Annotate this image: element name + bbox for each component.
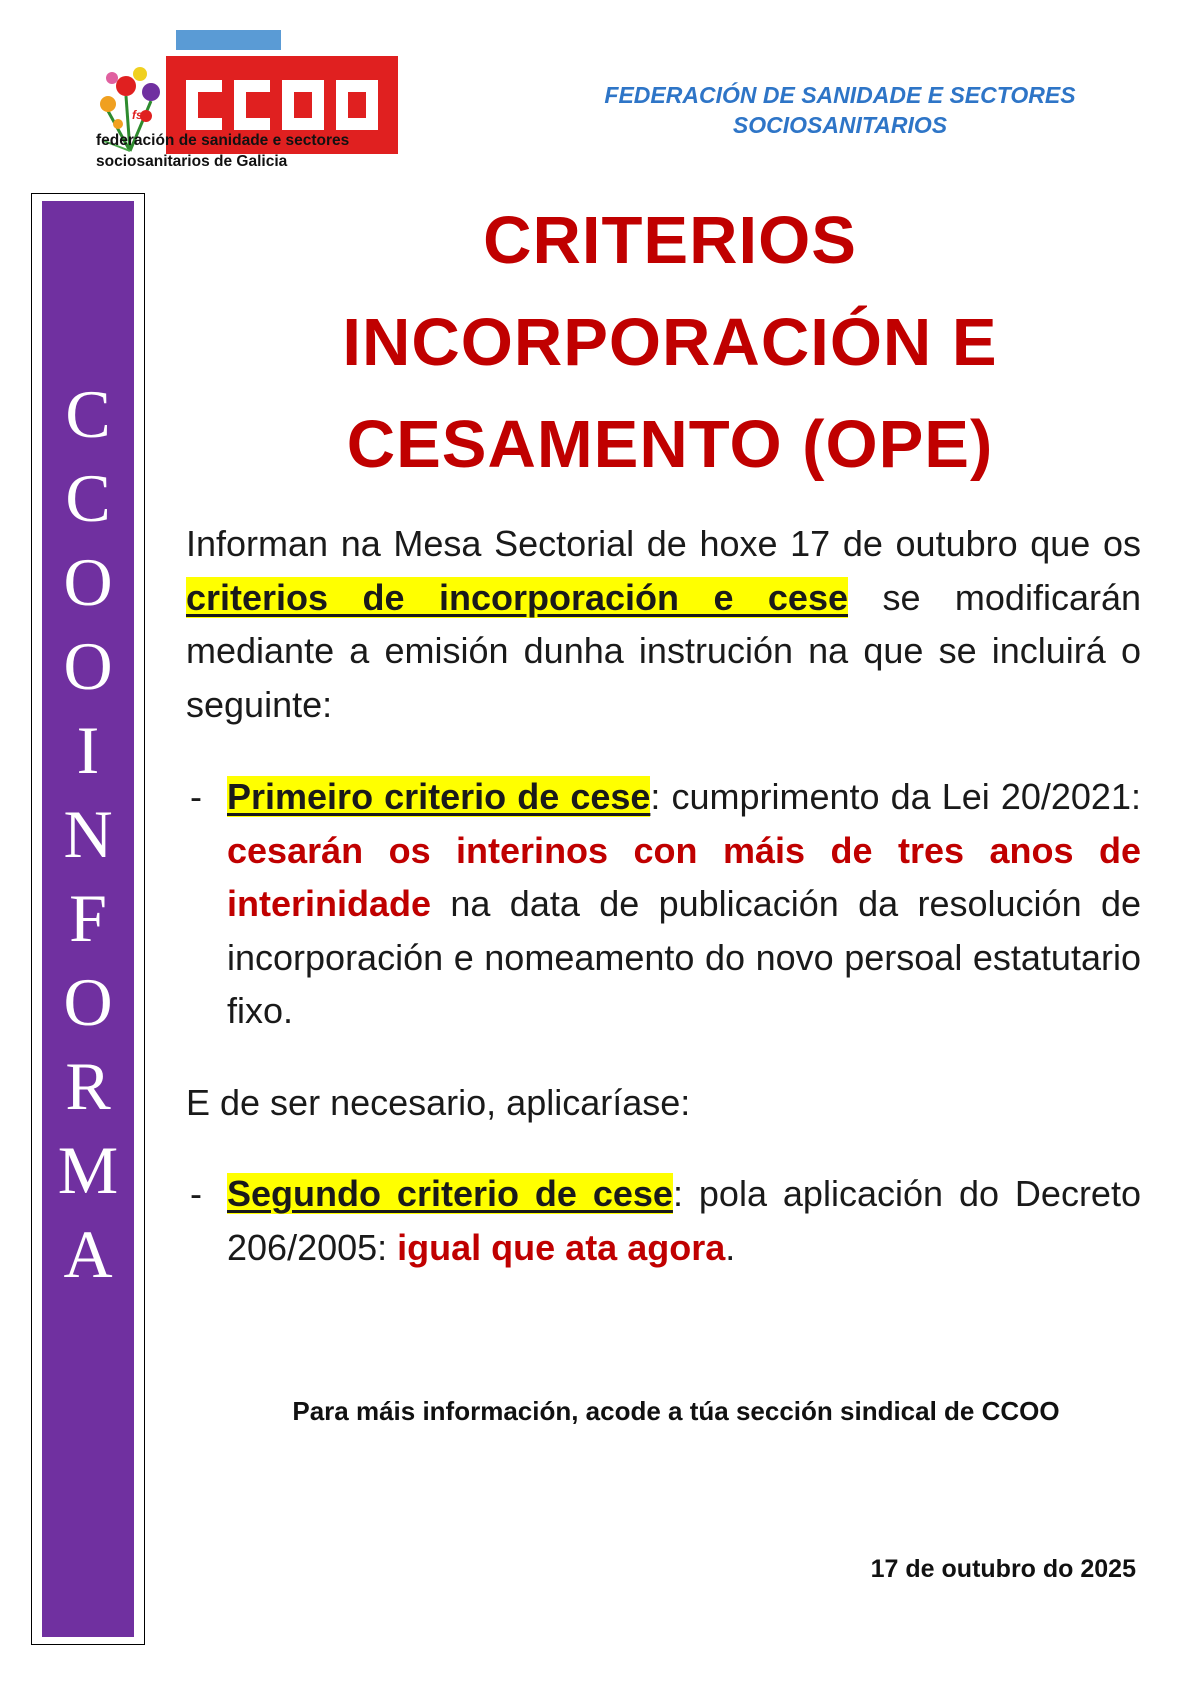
- side-letter: O: [63, 964, 113, 1040]
- second-intro-paragraph: E de ser necesario, aplicaríase:: [186, 1082, 691, 1123]
- logo-blue-bar: [176, 30, 281, 50]
- side-letter: F: [69, 880, 107, 956]
- list-dash: -: [190, 776, 202, 817]
- criterion-highlight: Primeiro criterio de cese: [227, 776, 651, 817]
- side-letter: A: [63, 1216, 113, 1292]
- criterion-emphasis: igual que ata agora: [397, 1226, 726, 1268]
- criterion-text-end: na data de publicación da resolución de incorporación e nomeamento do novo persoal estatutario fixo.: [227, 883, 1141, 1031]
- federation-line1: FEDERACIÓN DE SANIDADE E SECTORES: [604, 82, 1076, 108]
- intro-text: Informan na Mesa Sectorial de hoxe 17 de outubro que os: [186, 523, 1141, 564]
- intro-text-end: se modificarán mediante a emisión dunha instrución na que se incluirá o seguinte:: [186, 576, 1141, 725]
- side-letter: O: [63, 628, 113, 704]
- side-letter: N: [63, 796, 113, 872]
- side-letter: I: [76, 712, 100, 788]
- criterion-highlight: Segundo criterio de cese: [227, 1173, 673, 1214]
- criterion-text: : pola aplicación do Decreto 206/2005:: [227, 1173, 1141, 1268]
- side-letter: C: [65, 460, 111, 536]
- side-letter: O: [63, 544, 113, 620]
- logo-caption-line2: sociosanitarios de Galicia: [96, 153, 288, 170]
- list-item-first-criterion: [186, 770, 1141, 1038]
- list-item-content: [227, 770, 1141, 1038]
- ccoo-logo: [96, 30, 406, 180]
- footer-date: 17 de outubro do 2025: [870, 1555, 1136, 1583]
- title-line2: INCORPORACIÓN E: [342, 305, 998, 380]
- side-band-text: [42, 372, 134, 1296]
- side-letter: C: [65, 376, 111, 452]
- logo-fss-badge: fss: [132, 108, 150, 122]
- page-title: [170, 190, 1170, 496]
- intro-highlight: criterios de incorporación e cese: [186, 576, 848, 618]
- footer-info: Para máis información, acode a túa sección sindical de CCOO: [292, 1396, 1060, 1426]
- title-line3: CESAMENTO (OPE): [346, 407, 994, 482]
- side-letter: M: [57, 1132, 119, 1208]
- intro-paragraph: [186, 517, 1141, 731]
- criterion-text-end: .: [725, 1226, 736, 1268]
- list-item-content: [227, 1167, 1141, 1274]
- title-line1: CRITERIOS: [483, 203, 857, 278]
- criterion-text: : cumprimento da Lei 20/2021:: [650, 776, 1141, 817]
- federation-heading: [560, 80, 1120, 140]
- side-letter: R: [65, 1048, 111, 1124]
- logo-caption-line1: federación de sanidade e sectores: [96, 132, 350, 149]
- criterion-emphasis: cesarán os interinos con máis de tres anos de interinidade: [227, 829, 1141, 924]
- logo-caption: [96, 130, 349, 172]
- list-item-second-criterion: [186, 1167, 1141, 1274]
- list-dash: -: [190, 1173, 202, 1214]
- federation-line2: SOCIOSANITARIOS: [732, 112, 948, 138]
